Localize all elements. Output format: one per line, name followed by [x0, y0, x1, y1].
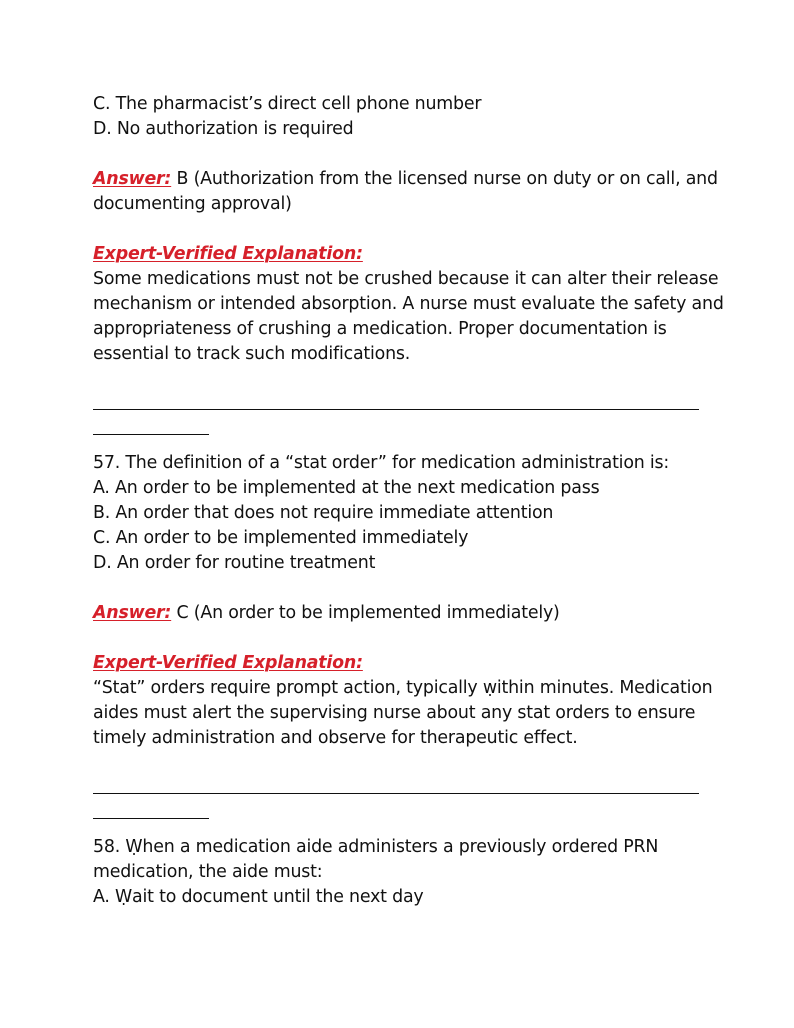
section-divider-long [93, 409, 699, 410]
section-divider-short [93, 818, 209, 819]
q56-answer-text: B (Authorization from the licensed nurse on duty or on call, and [171, 169, 718, 189]
q57-option-a: A. An order to be implemented at the next medication pass [93, 478, 600, 498]
q57-explanation-label: Expert-Verified Explanation: [93, 653, 363, 673]
q56-explanation-line: appropriateness of crushing a medication. Proper documentation is [93, 319, 667, 339]
spacer [93, 626, 703, 651]
q57-explanation-line: aides must alert the supervising nurse about any stat orders to ensure [93, 703, 696, 723]
section-divider-short [93, 434, 209, 435]
section-divider-long [93, 793, 699, 794]
q56-option-c: C. The pharmacist’s direct cell phone number [93, 94, 482, 114]
q57-option-c: C. An order to be implemented immediately [93, 528, 469, 548]
q57-answer-label: Answer: [93, 603, 172, 623]
q58-question-line: medication, the aide must: [93, 862, 323, 882]
q56-answer-line-2: documenting approval) [93, 194, 292, 214]
spacer [93, 217, 703, 242]
q56-explanation-line: mechanism or intended absorption. A nurse must evaluate the safety and [93, 294, 724, 314]
q57-answer-text: C (An order to be implemented immediately) [171, 603, 560, 623]
q58-option-a: A. Ẉait to document until the next day [93, 887, 424, 907]
q56-option-d: D. No authorization is required [93, 119, 354, 139]
q57-answer-line [93, 601, 703, 626]
q57-option-d: D. An order for routine treatment [93, 553, 376, 573]
q56-explanation-label: Expert-Verified Explanation: [93, 244, 363, 264]
q57-explanation-line: “Stat” orders require prompt action, typically ẉithin minutes. Medication [93, 678, 713, 698]
spacer [93, 576, 703, 601]
spacer [93, 367, 703, 392]
q56-answer-label: Answer: [93, 169, 172, 189]
q56-answer-line [93, 167, 718, 192]
q58-question-line: 58. Ẉhen a medication aide administers a previously ordered PRN [93, 837, 659, 857]
spacer [93, 142, 703, 167]
q57-question: 57. The definition of a “stat order” for medication administration is: [93, 453, 670, 473]
document-page [93, 92, 724, 910]
q57-option-b: B. An order that does not require immediate attention [93, 503, 554, 523]
q56-explanation-line: Some medications must not be crushed because it can alter their release [93, 269, 719, 289]
spacer [93, 751, 703, 776]
q56-explanation-line: essential to track such modifications. [93, 344, 411, 364]
q57-explanation-line: timely administration and observe for therapeutic effect. [93, 728, 578, 748]
